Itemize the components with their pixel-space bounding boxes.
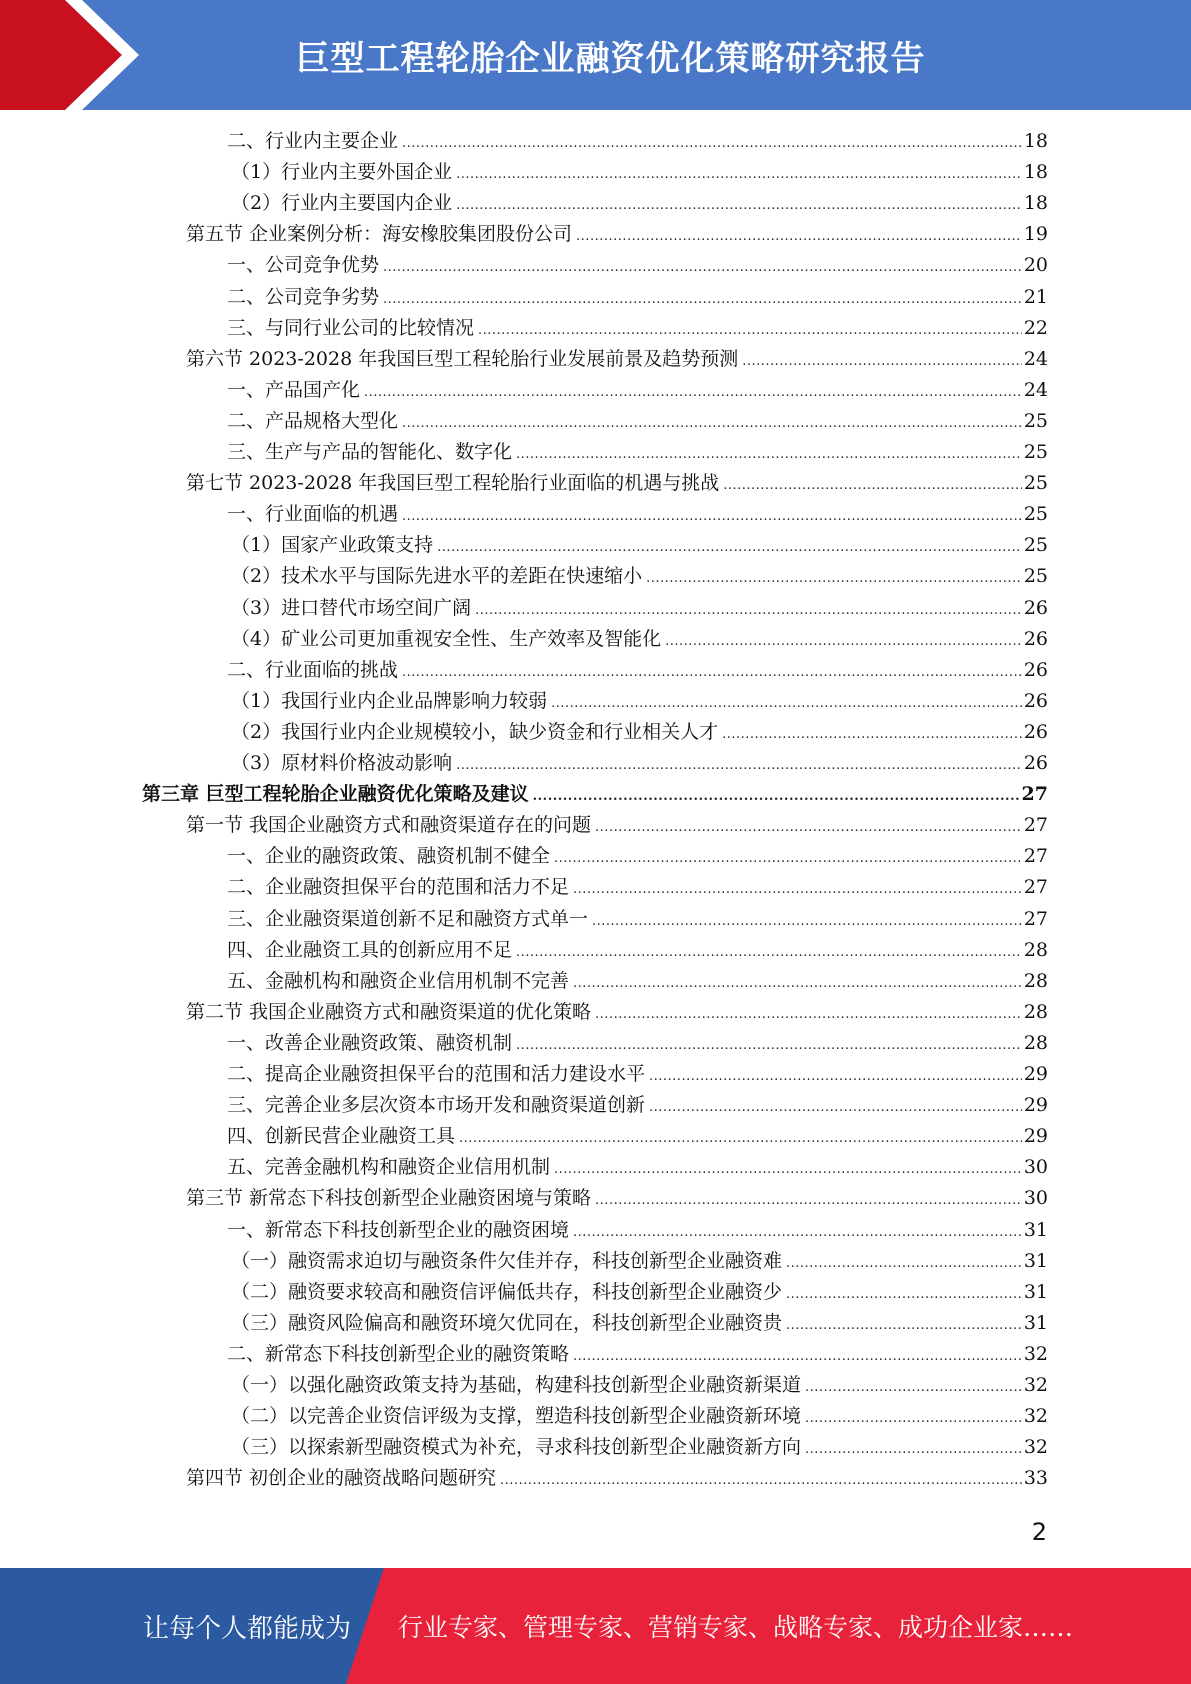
toc-entry-title: 二、提高企业融资担保平台的范围和活力建设水平	[227, 1063, 646, 1085]
toc-entry[interactable]	[231, 561, 1048, 592]
toc-section-entry[interactable]	[186, 1463, 1048, 1494]
toc-entry-title: （2）行业内主要国内企业	[231, 192, 453, 214]
toc-entry-page: 31	[1023, 1250, 1048, 1272]
toc-entry-title: 二、新常态下科技创新型企业的融资策略	[227, 1343, 570, 1365]
toc-leader-dots	[786, 1248, 1022, 1279]
toc-entry-page: 27	[1023, 908, 1048, 930]
toc-entry[interactable]	[227, 655, 1048, 686]
toc-entry-title: （一）以强化融资政策支持为基础，构建科技创新型企业融资新渠道	[231, 1374, 802, 1396]
toc-leader-dots	[533, 781, 1020, 812]
toc-entry-page: 26	[1023, 659, 1048, 681]
toc-entry-title: （二）以完善企业资信评级为支撑，塑造科技创新型企业融资新环境	[231, 1405, 802, 1427]
toc-entry-title: 五、金融机构和融资企业信用机制不完善	[227, 970, 570, 992]
toc-entry-page: 29	[1023, 1125, 1048, 1147]
toc-entry-page: 32	[1023, 1405, 1048, 1427]
toc-leader-dots	[456, 159, 1022, 190]
toc-entry-page: 31	[1023, 1312, 1048, 1334]
toc-leader-dots	[383, 284, 1022, 315]
toc-leader-dots	[516, 1030, 1022, 1061]
page-number: 2	[1031, 1518, 1047, 1546]
report-footer	[0, 1568, 1191, 1684]
toc-entry[interactable]	[227, 841, 1048, 872]
toc-entry-page: 28	[1023, 939, 1048, 961]
toc-entry[interactable]	[227, 1339, 1048, 1370]
toc-entry-page: 26	[1023, 597, 1048, 619]
toc-entry[interactable]	[231, 157, 1048, 188]
toc-leader-dots	[646, 563, 1022, 594]
toc-leader-dots	[573, 968, 1022, 999]
toc-leader-dots	[573, 874, 1022, 905]
toc-entry-page: 31	[1023, 1219, 1048, 1241]
toc-entry-title: （3）原材料价格波动影响	[231, 752, 453, 774]
toc-entry-title: 三、与同行业公司的比较情况	[227, 317, 475, 339]
toc-entry-page: 22	[1023, 317, 1048, 339]
toc-entry[interactable]	[227, 313, 1048, 344]
toc-entry-title: 一、改善企业融资政策、融资机制	[227, 1032, 513, 1054]
footer-slogan-roles: 行业专家、管理专家、营销专家、战略专家、成功企业家……	[398, 1613, 1074, 1642]
toc-entry[interactable]	[227, 406, 1048, 437]
toc-entry[interactable]	[227, 1215, 1048, 1246]
toc-entry[interactable]	[231, 717, 1048, 748]
toc-entry[interactable]	[227, 375, 1048, 406]
toc-entry[interactable]	[227, 872, 1048, 903]
toc-entry-page: 33	[1023, 1467, 1048, 1489]
toc-entry[interactable]	[231, 1432, 1048, 1463]
toc-entry[interactable]	[227, 1121, 1048, 1152]
toc-entry[interactable]	[227, 282, 1048, 313]
toc-entry[interactable]	[231, 1370, 1048, 1401]
toc-leader-dots	[516, 439, 1022, 470]
toc-entry-page: 26	[1023, 752, 1048, 774]
toc-entry-title: （一）融资需求迫切与融资条件欠佳并存，科技创新型企业融资难	[231, 1250, 783, 1272]
toc-entry-page: 27	[1023, 876, 1048, 898]
toc-entry-page: 28	[1023, 1032, 1048, 1054]
toc-entry-title: 第四节 初创企业的融资战略问题研究	[186, 1467, 497, 1489]
toc-entry[interactable]	[231, 1401, 1048, 1432]
toc-section-entry[interactable]	[186, 810, 1048, 841]
toc-section-entry[interactable]	[186, 344, 1048, 375]
toc-entry-title: 三、生产与产品的智能化、数字化	[227, 441, 513, 463]
toc-entry[interactable]	[231, 686, 1048, 717]
toc-leader-dots	[475, 595, 1022, 626]
toc-entry-title: （1）行业内主要外国企业	[231, 161, 453, 183]
report-title: 巨型工程轮胎企业融资优化策略研究报告	[295, 38, 926, 79]
toc-leader-dots	[595, 812, 1022, 843]
toc-entry[interactable]	[227, 1090, 1048, 1121]
toc-entry-page: 25	[1023, 565, 1048, 587]
toc-entry[interactable]	[227, 966, 1048, 997]
toc-entry-title: 二、行业内主要企业	[227, 130, 399, 152]
toc-entry-title: 三、完善企业多层次资本市场开发和融资渠道创新	[227, 1094, 646, 1116]
toc-leader-dots	[402, 657, 1022, 688]
toc-entry-title: 第三章 巨型工程轮胎企业融资优化策略及建议	[142, 783, 529, 805]
toc-entry-title: 第二节 我国企业融资方式和融资渠道的优化策略	[186, 1001, 592, 1023]
toc-section-entry[interactable]	[186, 1183, 1048, 1214]
toc-entry-page: 31	[1023, 1281, 1048, 1303]
toc-section-entry[interactable]	[186, 219, 1048, 250]
toc-entry-page: 21	[1023, 286, 1048, 308]
toc-leader-dots	[786, 1279, 1022, 1310]
toc-entry-page: 26	[1023, 628, 1048, 650]
toc-leader-dots	[573, 1341, 1022, 1372]
toc-entry-title: 第五节 企业案例分析：海安橡胶集团股份公司	[186, 223, 573, 245]
toc-entry[interactable]	[227, 250, 1048, 281]
toc-entry[interactable]	[231, 530, 1048, 561]
toc-leader-dots	[500, 1465, 1022, 1496]
toc-entry-title: 第三节 新常态下科技创新型企业融资困境与策略	[186, 1187, 592, 1209]
toc-entry-title: （三）融资风险偏高和融资环境欠优同在，科技创新型企业融资贵	[231, 1312, 783, 1334]
toc-leader-dots	[516, 937, 1022, 968]
toc-entry-title: 一、新常态下科技创新型企业的融资困境	[227, 1219, 570, 1241]
toc-leader-dots	[456, 190, 1022, 221]
toc-entry-page: 27	[1021, 783, 1048, 805]
toc-leader-dots	[402, 501, 1022, 532]
toc-entry-page: 29	[1023, 1063, 1048, 1085]
toc-entry-page: 18	[1023, 161, 1048, 183]
toc-entry-title: （4）矿业公司更加重视安全性、生产效率及智能化	[231, 628, 662, 650]
toc-entry[interactable]	[227, 1152, 1048, 1183]
toc-entry[interactable]	[227, 935, 1048, 966]
toc-entry-page: 26	[1023, 690, 1048, 712]
toc-entry-title: 一、公司竞争优势	[227, 254, 380, 276]
toc-entry[interactable]	[227, 499, 1048, 530]
toc-entry[interactable]	[231, 624, 1048, 655]
toc-entry-page: 30	[1023, 1187, 1048, 1209]
header-arrow-decoration	[0, 0, 150, 110]
toc-leader-dots	[649, 1061, 1022, 1092]
toc-leader-dots	[592, 906, 1022, 937]
toc-entry[interactable]	[227, 904, 1048, 935]
toc-leader-dots	[805, 1403, 1022, 1434]
toc-leader-dots	[437, 532, 1022, 563]
toc-chapter-entry[interactable]	[142, 779, 1048, 810]
toc-entry[interactable]	[231, 1277, 1048, 1308]
toc-entry-page: 19	[1023, 223, 1048, 245]
toc-entry-title: （1）我国行业内企业品牌影响力较弱	[231, 690, 548, 712]
toc-entry-title: （3）进口替代市场空间广阔	[231, 597, 472, 619]
toc-entry-title: 一、企业的融资政策、融资机制不健全	[227, 845, 551, 867]
toc-entry[interactable]	[231, 748, 1048, 779]
toc-entry-page: 32	[1023, 1374, 1048, 1396]
toc-entry-title: 二、产品规格大型化	[227, 410, 399, 432]
toc-entry-title: 五、完善金融机构和融资企业信用机制	[227, 1156, 551, 1178]
toc-leader-dots	[722, 719, 1022, 750]
toc-leader-dots	[805, 1372, 1022, 1403]
toc-leader-dots	[742, 346, 1022, 377]
toc-entry-page: 26	[1023, 721, 1048, 743]
toc-entry-title: 二、行业面临的挑战	[227, 659, 399, 681]
toc-entry[interactable]	[227, 437, 1048, 468]
toc-entry-title: 第一节 我国企业融资方式和融资渠道存在的问题	[186, 814, 592, 836]
toc-leader-dots	[554, 1154, 1022, 1185]
toc-leader-dots	[595, 1185, 1022, 1216]
toc-entry-title: 三、企业融资渠道创新不足和融资方式单一	[227, 908, 589, 930]
toc-entry-title: 四、企业融资工具的创新应用不足	[227, 939, 513, 961]
toc-leader-dots	[364, 377, 1022, 408]
toc-section-entry[interactable]	[186, 468, 1048, 499]
toc-entry[interactable]	[227, 1028, 1048, 1059]
toc-leader-dots	[459, 1123, 1022, 1154]
toc-entry-page: 18	[1023, 130, 1048, 152]
toc-leader-dots	[402, 128, 1022, 159]
toc-entry-title: （二）融资要求较高和融资信评偏低共存，科技创新型企业融资少	[231, 1281, 783, 1303]
toc-entry-title: 第六节 2023-2028 年我国巨型工程轮胎行业发展前景及趋势预测	[186, 348, 739, 370]
toc-leader-dots	[573, 1217, 1022, 1248]
toc-entry-title: 第七节 2023-2028 年我国巨型工程轮胎行业面临的机遇与挑战	[186, 472, 720, 494]
toc-leader-dots	[551, 688, 1022, 719]
toc-entry-page: 27	[1023, 814, 1048, 836]
toc-entry[interactable]	[227, 126, 1048, 157]
toc-entry-title: 一、产品国产化	[227, 379, 361, 401]
toc-entry-page: 28	[1023, 970, 1048, 992]
toc-entry-page: 32	[1023, 1436, 1048, 1458]
footer-slogan-lead: 让每个人都能成为	[143, 1613, 352, 1644]
toc-entry-title: 二、企业融资担保平台的范围和活力不足	[227, 876, 570, 898]
toc-entry-page: 25	[1023, 410, 1048, 432]
report-header	[0, 0, 1191, 110]
toc-entry-page: 27	[1023, 845, 1048, 867]
toc-leader-dots	[595, 999, 1022, 1030]
toc-entry-title: （2）我国行业内企业规模较小，缺少资金和行业相关人才	[231, 721, 719, 743]
toc-section-entry[interactable]	[186, 997, 1048, 1028]
toc-leader-dots	[554, 843, 1022, 874]
toc-entry-page: 20	[1023, 254, 1048, 276]
toc-entry-title: 一、行业面临的机遇	[227, 503, 399, 525]
toc-entry-page: 18	[1023, 192, 1048, 214]
toc-leader-dots	[478, 315, 1022, 346]
toc-entry-page: 24	[1023, 379, 1048, 401]
toc-entry[interactable]	[231, 593, 1048, 624]
toc-leader-dots	[402, 408, 1022, 439]
toc-entry[interactable]	[231, 1308, 1048, 1339]
toc-entry-page: 24	[1023, 348, 1048, 370]
toc-entry-page: 32	[1023, 1343, 1048, 1365]
toc-entry-page: 25	[1023, 441, 1048, 463]
toc-entry-page: 29	[1023, 1094, 1048, 1116]
toc-leader-dots	[576, 221, 1022, 252]
toc-entry-page: 25	[1023, 503, 1048, 525]
toc-entry[interactable]	[227, 1059, 1048, 1090]
toc-leader-dots	[649, 1092, 1022, 1123]
toc-leader-dots	[383, 252, 1022, 283]
toc-entry-page: 28	[1023, 1001, 1048, 1023]
toc-entry-page: 25	[1023, 472, 1048, 494]
toc-leader-dots	[786, 1310, 1022, 1341]
toc-entry-title: （2）技术水平与国际先进水平的差距在快速缩小	[231, 565, 643, 587]
toc-entry-title: （1）国家产业政策支持	[231, 534, 434, 556]
toc-leader-dots	[805, 1434, 1022, 1465]
toc-entry[interactable]	[231, 1246, 1048, 1277]
toc-entry-title: 二、公司竞争劣势	[227, 286, 380, 308]
toc-entry-title: （三）以探索新型融资模式为补充，寻求科技创新型企业融资新方向	[231, 1436, 802, 1458]
toc-entry-page: 25	[1023, 534, 1048, 556]
toc-leader-dots	[665, 626, 1022, 657]
toc-entry[interactable]	[231, 188, 1048, 219]
toc-entry-page: 30	[1023, 1156, 1048, 1178]
toc-entry-title: 四、创新民营企业融资工具	[227, 1125, 456, 1147]
toc-leader-dots	[723, 470, 1022, 501]
toc-leader-dots	[456, 750, 1022, 781]
